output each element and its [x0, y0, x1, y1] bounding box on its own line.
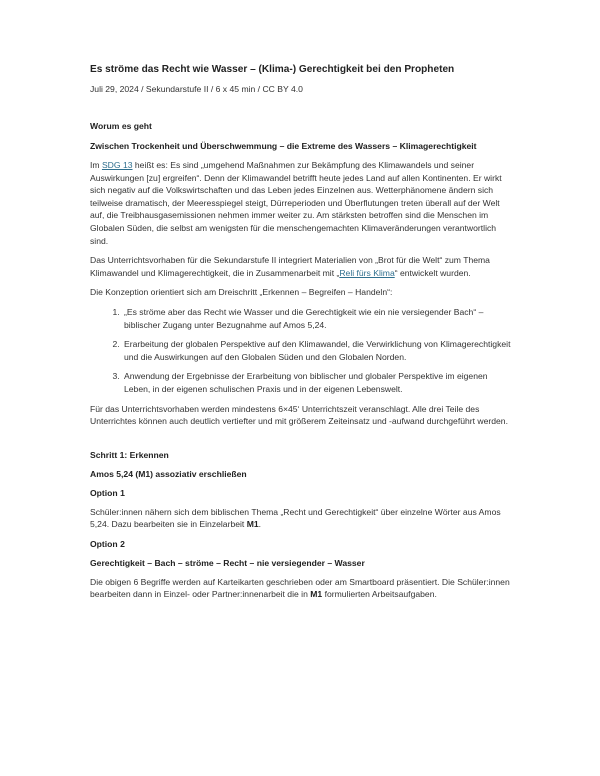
sdg13-link[interactable]: SDG 13 — [101, 160, 133, 170]
material-ref: M1 — [246, 519, 259, 530]
paragraph-option2 — [90, 576, 514, 601]
material-ref: M1 — [310, 589, 323, 600]
section-heading-schritt1: Schritt 1: Erkennen — [90, 449, 169, 460]
paragraph-sdg — [90, 159, 514, 247]
section-heading-worum: Worum es geht — [90, 121, 152, 131]
meta-line: Juli 29, 2024 / Sekundarstufe II / 6 x 45 min / CC BY 4.0 — [90, 84, 303, 94]
text-span: . — [258, 519, 262, 530]
list-item: 2. Erarbeitung der globalen Perspektive auf den Klimawandel, die Verwirklichung von Klimagerechtigkeit und die Auswirkungen auf den Globalen Süden und den Globalen Norden. — [122, 338, 514, 363]
list-item: 3. Anwendung der Ergebnisse der Erarbeitung von biblischer und globaler Perspektive im eigenen Leben, in der eigenen schulischen Praxis und in der eigenen Lebenswelt. — [122, 370, 514, 395]
document-page — [90, 63, 514, 608]
page-title: Es ströme das Recht wie Wasser – (Klima-) Gerechtigkeit bei den Propheten — [90, 64, 455, 75]
paragraph-konzeption: Die Konzeption orientiert sich am Dreischritt „Erkennen – Begreifen – Handeln“: — [90, 287, 393, 298]
text-span: Schüler:innen nähern sich dem biblischen Thema „Recht und Gerechtigkeit“ über einzelne Wörter aus Amos 5,24. Dazu bearbeiten sie in Einzelarbeit — [90, 506, 501, 530]
text-span: formulierten Arbeitsaufgaben. — [322, 589, 437, 600]
reli-fuers-klima-link[interactable]: Reli fürs Klima — [339, 267, 395, 278]
paragraph-option1 — [90, 506, 514, 531]
dreischritt-list — [90, 306, 514, 396]
subheading-option1: Option 1 — [90, 487, 125, 498]
paragraph-unterrichtszeit: Für das Unterrichtsvorhaben werden mindestens 6×45‘ Unterrichtszeit veranschlagt. Alle drei Teile des Unterrichtes können auch deutlich vertiefter und mit größerem Zeiteinsatz und -aufwand durchgeführt werden. — [90, 403, 508, 427]
paragraph-unterrichtsvorhaben — [90, 254, 514, 279]
text-span: “ entwickelt wurden. — [394, 267, 471, 278]
subheading-option2: Option 2 — [90, 538, 125, 549]
subheading-extreme: Zwischen Trockenheit und Überschwemmung – die Extreme des Wassers – Klimagerechtigkeit — [90, 141, 477, 151]
text-span: heißt es: Es sind „umgehend Maßnahmen zur Bekämpfung des Klimawandels und seiner Auswirkungen [zu] ergreifen“. Denn der Klimawandel betrifft heute jedes Land auf allen Kontinenten. Er wirkt sich negativ auf die Volkswirtschaften und das Leben jedes Einzelnen aus. Wetterphänomene ändern sich teilweise dramatisch, der Meeresspiegel steigt, Dürreperioden und Überflutungen treten überall auf der Welt auf, die Treibhausgasemissionen nehmen immer weiter zu. Am stärksten betroffen sind die Menschen im Globalen Süden, die selbst am wenigsten für die menschengemachten Klimaveränderungen verantwortlich sind. — [90, 160, 502, 246]
subheading-words: Gerechtigkeit – Bach – ströme – Recht – nie versiegender – Wasser — [90, 557, 365, 568]
text-span: Das Unterrichtsvorhaben für die Sekundarstufe II integriert Materialien von „Brot für die Welt“ zum Thema Klimawandel und Klimagerechtigkeit, die in Zusammenarbeit mit „ — [90, 255, 490, 278]
subheading-amos: Amos 5,24 (M1) assoziativ erschließen — [90, 468, 247, 479]
text-span: Im — [90, 160, 102, 170]
list-item: 1. „Es ströme aber das Recht wie Wasser und die Gerechtigkeit wie ein nie versiegender Bach“ – biblischer Zugang unter Bezugnahme auf Amos 5,24. — [122, 306, 514, 331]
text-span: Die obigen 6 Begriffe werden auf Karteikarten geschrieben oder am Smartboard präsentiert. Die Schüler:innen bearbeiten dann in Einzel- oder Partner:innenarbeit die in — [90, 576, 510, 600]
